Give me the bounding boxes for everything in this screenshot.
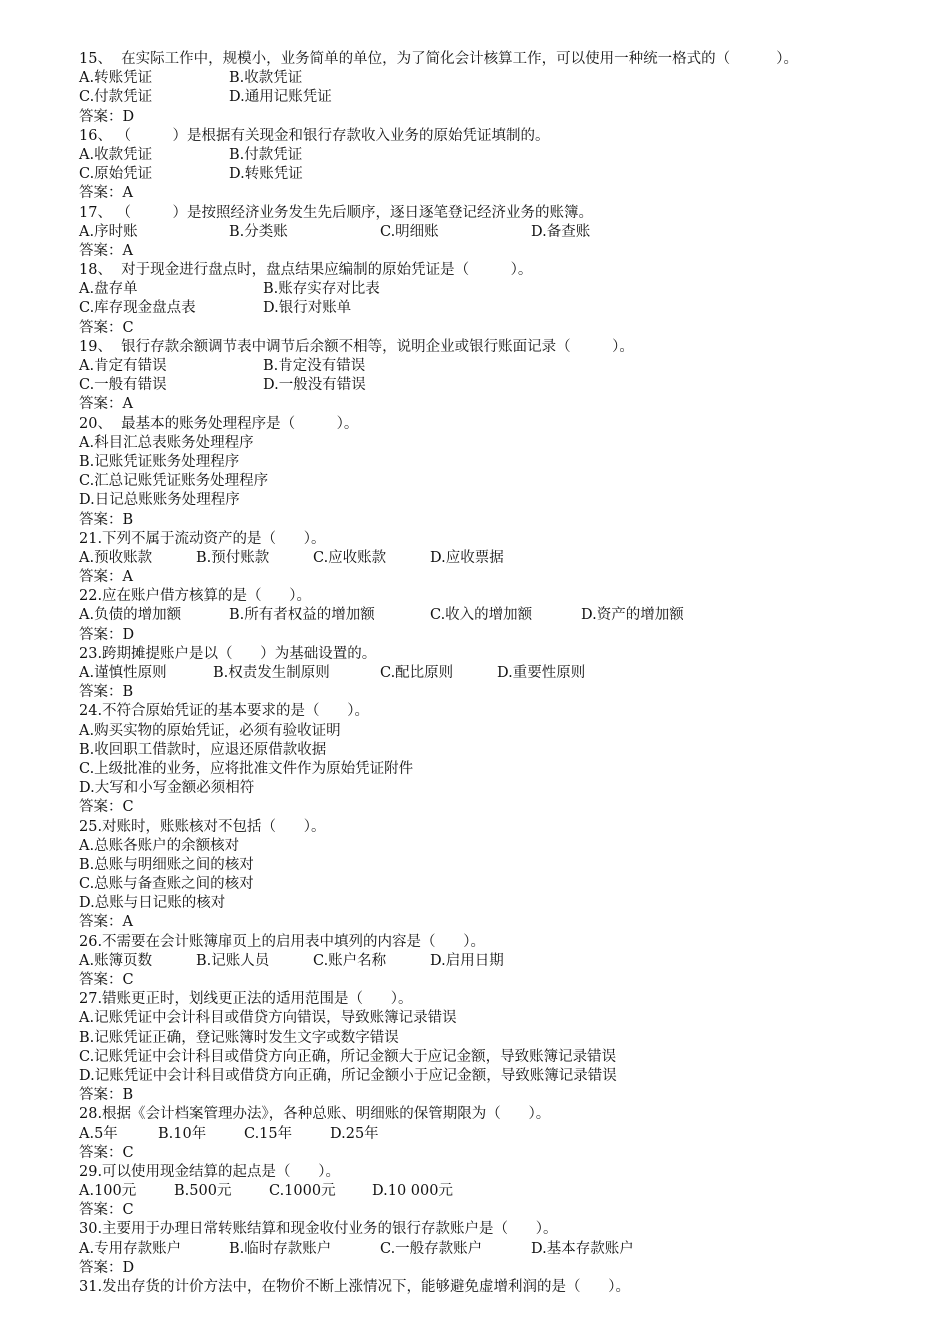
answer-option: C.库存现金盘点表 <box>79 300 196 317</box>
question-block <box>79 990 939 1105</box>
options-row <box>79 69 939 88</box>
options-row <box>79 894 939 913</box>
answer-option: B.所有者权益的增加额 <box>229 607 375 624</box>
options-row <box>79 434 939 453</box>
answer-option: A.5年 <box>79 1125 118 1142</box>
answer-option: D.大写和小写金额必须相符 <box>79 780 255 797</box>
answer-option: D.应收票据 <box>430 549 504 566</box>
answer-option: D.25年 <box>330 1125 379 1142</box>
answer-option: B.500元 <box>174 1183 232 1200</box>
question-stem: 22.应在账户借方核算的是（ ）。 <box>79 588 311 605</box>
answer-option: A.购买实物的原始凭证，必须有验收证明 <box>79 722 341 739</box>
question-block <box>79 50 939 127</box>
options-row <box>79 223 939 242</box>
question-stem: 19、 银行存款余额调节表中调节后余额不相等，说明企业或银行账面记录（ ）。 <box>79 338 634 355</box>
question-block <box>79 338 939 415</box>
answer-option: A.科目汇总表账务处理程序 <box>79 434 254 451</box>
answer-option: C.总账与备查账之间的核对 <box>79 876 254 893</box>
question-stem: 29.可以使用现金结算的起点是（ ）。 <box>79 1163 340 1180</box>
answer-option: A.肯定有错误 <box>79 358 167 374</box>
question-stem: 24.不符合原始凭证的基本要求的是（ ）。 <box>79 703 369 720</box>
answer-option: C.收入的增加额 <box>430 607 533 624</box>
options-row <box>79 1240 939 1259</box>
question-block <box>79 204 939 262</box>
question-stem: 26.不需要在会计账簿扉页上的启用表中填列的内容是（ ）。 <box>79 933 485 950</box>
answer-key: 答案：A <box>79 914 133 931</box>
question-stem: 20、 最基本的账务处理程序是（ ）。 <box>79 415 359 432</box>
answer-option: D.基本存款账户 <box>531 1240 634 1257</box>
answer-option: C.应收账款 <box>313 549 387 566</box>
options-row <box>79 875 939 894</box>
answer-option: B.记账人员 <box>196 952 270 969</box>
answer-option: B.付款凭证 <box>229 146 303 163</box>
answer-option: A.序时账 <box>79 223 138 240</box>
answer-option: B.权责发生制原则 <box>213 665 330 681</box>
options-row <box>79 1067 939 1086</box>
question-block <box>79 702 939 817</box>
answer-option: D.启用日期 <box>430 952 504 969</box>
answer-option: D.资产的增加额 <box>581 607 684 624</box>
answer-key: 答案：D <box>79 626 135 643</box>
answer-option: D.银行对账单 <box>263 300 352 317</box>
question-block <box>79 645 939 703</box>
options-row <box>79 453 939 472</box>
answer-key: 答案：C <box>79 972 134 988</box>
question-stem: 18、 对于现金进行盘点时，盘点结果应编制的原始凭证是（ ）。 <box>79 262 533 279</box>
answer-option: C.上级批准的业务，应将批准文件作为原始凭证附件 <box>79 760 414 777</box>
options-row <box>79 1182 939 1201</box>
answer-key: 答案：C <box>79 799 134 816</box>
answer-option: B.肯定没有错误 <box>263 358 366 374</box>
options-row <box>79 549 939 568</box>
options-row <box>79 88 939 107</box>
answer-option: D.转账凭证 <box>229 166 303 183</box>
answer-option: D.一般没有错误 <box>263 377 366 394</box>
answer-option: C.一般存款账户 <box>380 1240 483 1257</box>
options-row <box>79 472 939 491</box>
answer-option: D.记账凭证中会计科目或借贷方向正确，所记金额小于应记金额，导致账簿记录错误 <box>79 1067 617 1084</box>
question-stem: 30.主要用于办理日常转账结算和现金收付业务的银行存款账户是（ ）。 <box>79 1221 558 1238</box>
answer-key: 答案：C <box>79 1202 134 1219</box>
answer-key: 答案：A <box>79 185 133 202</box>
answer-key: 答案：A <box>79 569 133 586</box>
answer-option: B.收款凭证 <box>229 70 303 87</box>
question-block <box>79 1220 939 1278</box>
answer-option: C.原始凭证 <box>79 166 153 183</box>
options-row <box>79 165 939 184</box>
question-block <box>79 530 939 588</box>
answer-option: A.记账凭证中会计科目或借贷方向错误，导致账簿记录错误 <box>79 1010 457 1027</box>
options-row <box>79 837 939 856</box>
exam-question-list <box>79 50 939 1297</box>
answer-option: C.账户名称 <box>313 952 387 969</box>
question-stem: 15、 在实际工作中，规模小，业务简单的单位，为了简化会计核算工作，可以使用一种统一格式的（ ）。 <box>79 51 799 67</box>
answer-key: 答案：C <box>79 319 134 336</box>
answer-option: B.记账凭证正确，登记账簿时发生文字或数字错误 <box>79 1029 399 1046</box>
options-row <box>79 722 939 741</box>
question-stem: 28.根据《会计档案管理办法》，各种总账、明细账的保管期限为（ ）。 <box>79 1106 551 1123</box>
answer-option: A.盘存单 <box>79 281 138 298</box>
options-row <box>79 376 939 395</box>
answer-key: 答案：D <box>79 1259 135 1276</box>
answer-option: B.预付账款 <box>196 549 270 566</box>
question-block <box>79 933 939 991</box>
answer-option: A.专用存款账户 <box>79 1240 182 1257</box>
answer-option: C.一般有错误 <box>79 377 167 394</box>
question-stem: 27.错账更正时，划线更正法的适用范围是（ ）。 <box>79 991 413 1008</box>
options-row <box>79 1125 939 1144</box>
answer-option: A.转账凭证 <box>79 70 153 87</box>
answer-option: C.1000元 <box>269 1183 336 1200</box>
answer-option: B.收回职工借款时，应退还原借款收据 <box>79 741 327 758</box>
answer-option: D.重要性原则 <box>497 665 586 681</box>
answer-key: 答案：A <box>79 396 133 413</box>
answer-option: D.通用记账凭证 <box>229 89 332 106</box>
answer-key: 答案：B <box>79 684 134 701</box>
options-row <box>79 299 939 318</box>
answer-option: C.15年 <box>244 1125 293 1142</box>
answer-option: D.总账与日记账的核对 <box>79 895 226 912</box>
options-row <box>79 952 939 971</box>
answer-option: C.付款凭证 <box>79 89 153 106</box>
options-row <box>79 779 939 798</box>
question-stem: 21.下列不属于流动资产的是（ ）。 <box>79 530 326 547</box>
answer-option: D.备查账 <box>531 223 591 240</box>
question-block <box>79 261 939 338</box>
question-block <box>79 1278 939 1297</box>
options-row <box>79 760 939 779</box>
answer-key: 答案：C <box>79 1144 134 1161</box>
answer-option: B.记账凭证账务处理程序 <box>79 453 240 470</box>
answer-key: 答案：A <box>79 242 133 259</box>
question-stem: 31.发出存货的计价方法中，在物价不断上涨情况下，能够避免虚增利润的是（ ）。 <box>79 1279 630 1295</box>
question-block <box>79 587 939 645</box>
question-block <box>79 1163 939 1221</box>
answer-option: A.预收账款 <box>79 549 153 566</box>
options-row <box>79 1009 939 1028</box>
answer-option: C.汇总记账凭证账务处理程序 <box>79 473 269 490</box>
options-row <box>79 606 939 625</box>
answer-option: A.负债的增加额 <box>79 607 182 624</box>
options-row <box>79 1029 939 1048</box>
options-row <box>79 664 939 683</box>
answer-option: C.配比原则 <box>380 665 454 681</box>
answer-option: C.记账凭证中会计科目或借贷方向正确，所记金额大于应记金额，导致账簿记录错误 <box>79 1048 617 1065</box>
answer-option: B.10年 <box>158 1125 207 1142</box>
answer-option: B.账存实存对比表 <box>263 281 380 298</box>
answer-key: 答案：B <box>79 511 134 528</box>
options-row <box>79 741 939 760</box>
answer-option: B.分类账 <box>229 223 288 240</box>
answer-key: 答案：D <box>79 108 135 125</box>
question-block <box>79 818 939 933</box>
question-block <box>79 415 939 530</box>
question-stem: 17、 （ ）是按照经济业务发生先后顺序，逐日逐笔登记经济业务的账簿。 <box>79 204 594 221</box>
options-row <box>79 357 939 376</box>
answer-key: 答案：B <box>79 1087 134 1104</box>
answer-option: A.100元 <box>79 1183 137 1200</box>
question-stem: 25.对账时，账账核对不包括（ ）。 <box>79 818 326 835</box>
options-row <box>79 146 939 165</box>
question-block <box>79 127 939 204</box>
answer-option: B.总账与明细账之间的核对 <box>79 856 254 873</box>
options-row <box>79 491 939 510</box>
answer-option: D.10 000元 <box>372 1183 453 1200</box>
answer-option: C.明细账 <box>380 223 439 240</box>
question-block <box>79 1105 939 1163</box>
answer-option: A.收款凭证 <box>79 146 153 163</box>
answer-option: B.临时存款账户 <box>229 1240 332 1257</box>
options-row <box>79 856 939 875</box>
answer-option: A.总账各账户的余额核对 <box>79 837 240 854</box>
question-stem: 16、 （ ）是根据有关现金和银行存款收入业务的原始凭证填制的。 <box>79 127 550 144</box>
answer-option: A.谨慎性原则 <box>79 665 167 681</box>
question-stem: 23.跨期摊提账户是以（ ）为基础设置的。 <box>79 645 377 662</box>
answer-option: D.日记总账账务处理程序 <box>79 492 240 509</box>
options-row <box>79 280 939 299</box>
options-row <box>79 1048 939 1067</box>
answer-option: A.账簿页数 <box>79 952 153 969</box>
